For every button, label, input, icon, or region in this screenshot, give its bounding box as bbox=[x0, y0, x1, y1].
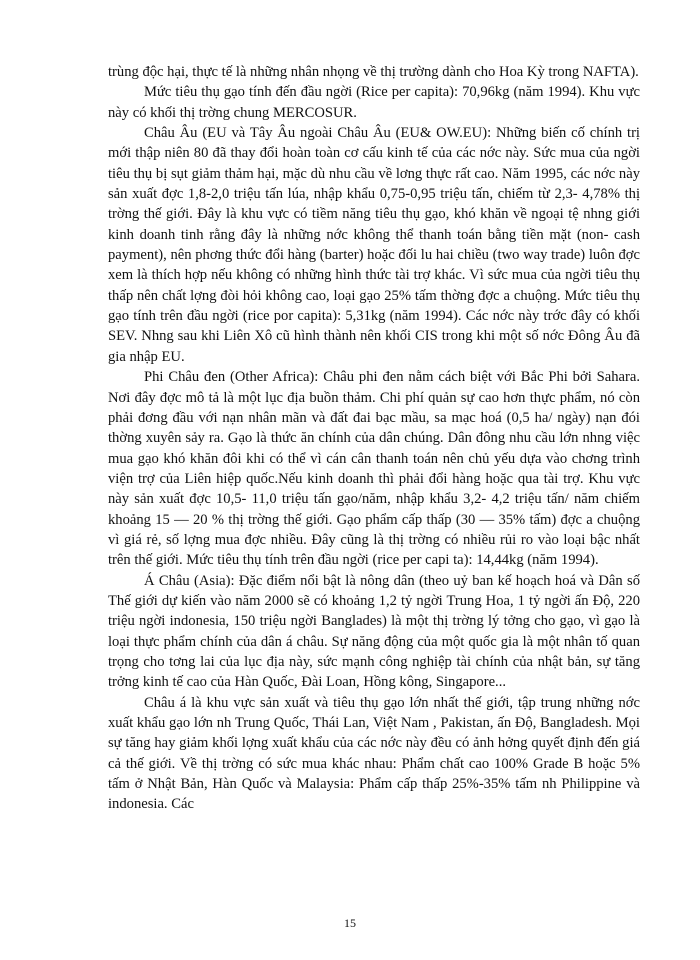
paragraph-1: trùng độc hại, thực tế là những nhân nhọng về thị trường dành cho Hoa Kỳ trong NAFTA). bbox=[108, 64, 639, 80]
paragraph-2: Mức tiêu thụ gạo tính đến đầu ngời (Rice per capita): 70,96kg (năm 1994). Khu vực này có khối thị trờng chung MERCOSUR. bbox=[108, 84, 640, 121]
paragraph-5: Á Châu (Asia): Đặc điểm nổi bật là nông dân (theo uỷ ban kế hoạch hoá và Dân số Thế giới dự kiến vào năm 2000 sẽ có khoảng 1,2 tỷ ngời Trung Hoa, 1 tỷ ngời ấn Độ, 220 triệu ngời indonesia, 150 triệu ngời Banglades) là một thị trờng lý tởng cho gạo, vì gạo là loại thực phẩm chính của dân á châu. Sự năng động của một quốc gia là một nhân tố quan trọng cho tơng lai của lục địa này, sức mạnh công nghiệp tài chính của nhật bản, sự tăng trởng kinh tế cao của Hàn Quốc, Đài Loan, Hồng kông, Singapore... bbox=[108, 572, 640, 691]
document-body bbox=[108, 62, 640, 815]
paragraph-4: Phi Châu đen (Other Africa): Châu phi đen nằm cách biệt với Bắc Phi bởi Sahara. Nơi đây đợc mô tả là một lục địa buồn thảm. Chi phí quản sự cao hơn thực phẩm, nó còn phải đơng đầu với nạn nhân mãn và đất đai bạc mầu, sa mạc hoá (0,5 ha/ ngày) nạn đói thờng xuyên sảy ra. Gạo là thức ăn chính của dân chúng. Dân đông nhu cầu lớn nhng việc mua gạo khó khăn đôi khi có thể vì cán cân thanh toán nên chủ yếu dựa vào chơng trình viện trợ của Liên hiệp quốc.Nếu kinh doanh thì phải đổi hàng hoặc qua tài trợ. Khu vực này sản xuất đợc 10,5- 11,0 triệu tấn gạo/năm, nhập khẩu 3,2- 4,2 triệu tấn/ năm chiếm khoảng 15 — 20 % thị trờng thế giới. Gạo phẩm cấp thấp (30 — 35% tấm) đợc a chuộng vì giá rẻ, số lợng mua đợc nhiều. Đây cũng là thị trờng có nhiều rủi ro vào loại bậc nhất trên thế giới. Mức tiêu thụ tính trên đầu ngời (rice per capi ta): 14,44kg (năm 1994). bbox=[108, 369, 640, 569]
page-number: 15 bbox=[344, 916, 356, 930]
paragraph-3: Châu Âu (EU và Tây Âu ngoài Châu Âu (EU& OW.EU): Những biến cố chính trị mới thập niên 80 đã thay đổi hoàn toàn cơ cấu kinh tế của các nớc này. Sức mua của ngời tiêu thụ bị sụt giảm thảm hại, mặc dù nhu cầu về lơng thực rất cao. Năm 1995, các nớc này sản xuất đợc 1,8-2,0 triệu tấn lúa, nhập khẩu 0,75-0,95 triệu tấn, chiếm từ 2,3- 4,78% thị trờng thế giới. Đây là khu vực có tiềm năng tiêu thụ gạo, khó khăn về ngoại tệ nhng giới kinh doanh tinh rằng đây là những nớc không thể thanh toán bằng tiền mặt (non- cash payment), nên phơng thức đổi hàng (barter) hoặc đối lu hai chiều (two way trade) luôn đợc xem là thích hợp nếu không có những hình thức tài trợ khác. Vì sức mua của ngời tiêu thụ thấp nên chất lợng đòi hỏi không cao, loại gạo 25% tấm thờng đợc a chuộng. Mức tiêu thụ gạo tính trên đầu ngời (rice por capita): 5,31kg (năm 1994). Các nớc này trớc đây có khối SEV. Nhng sau khi Liên Xô cũ hình thành nên khối CIS trong khi một số nớc Đông Âu đã gia nhập EU. bbox=[108, 125, 640, 365]
paragraph-6: Châu á là khu vực sản xuất và tiêu thụ gạo lớn nhất thế giới, tập trung những nớc xuất khẩu gạo lớn nh Trung Quốc, Thái Lan, Việt Nam , Pakistan, ấn Độ, Bangladesh. Mọi sự tăng hay giảm khối lợng xuất khẩu của các nớc này đều có ảnh hởng quyết định đến giá cả thế giới. Về thị trờng có sức mua khác nhau: Phẩm chất cao 100% Grade B hoặc 5% tấm ở Nhật Bản, Hàn Quốc và Malaysia: Phẩm cấp thấp 25%-35% tấm nh Philippine và indonesia. Các bbox=[108, 694, 640, 813]
